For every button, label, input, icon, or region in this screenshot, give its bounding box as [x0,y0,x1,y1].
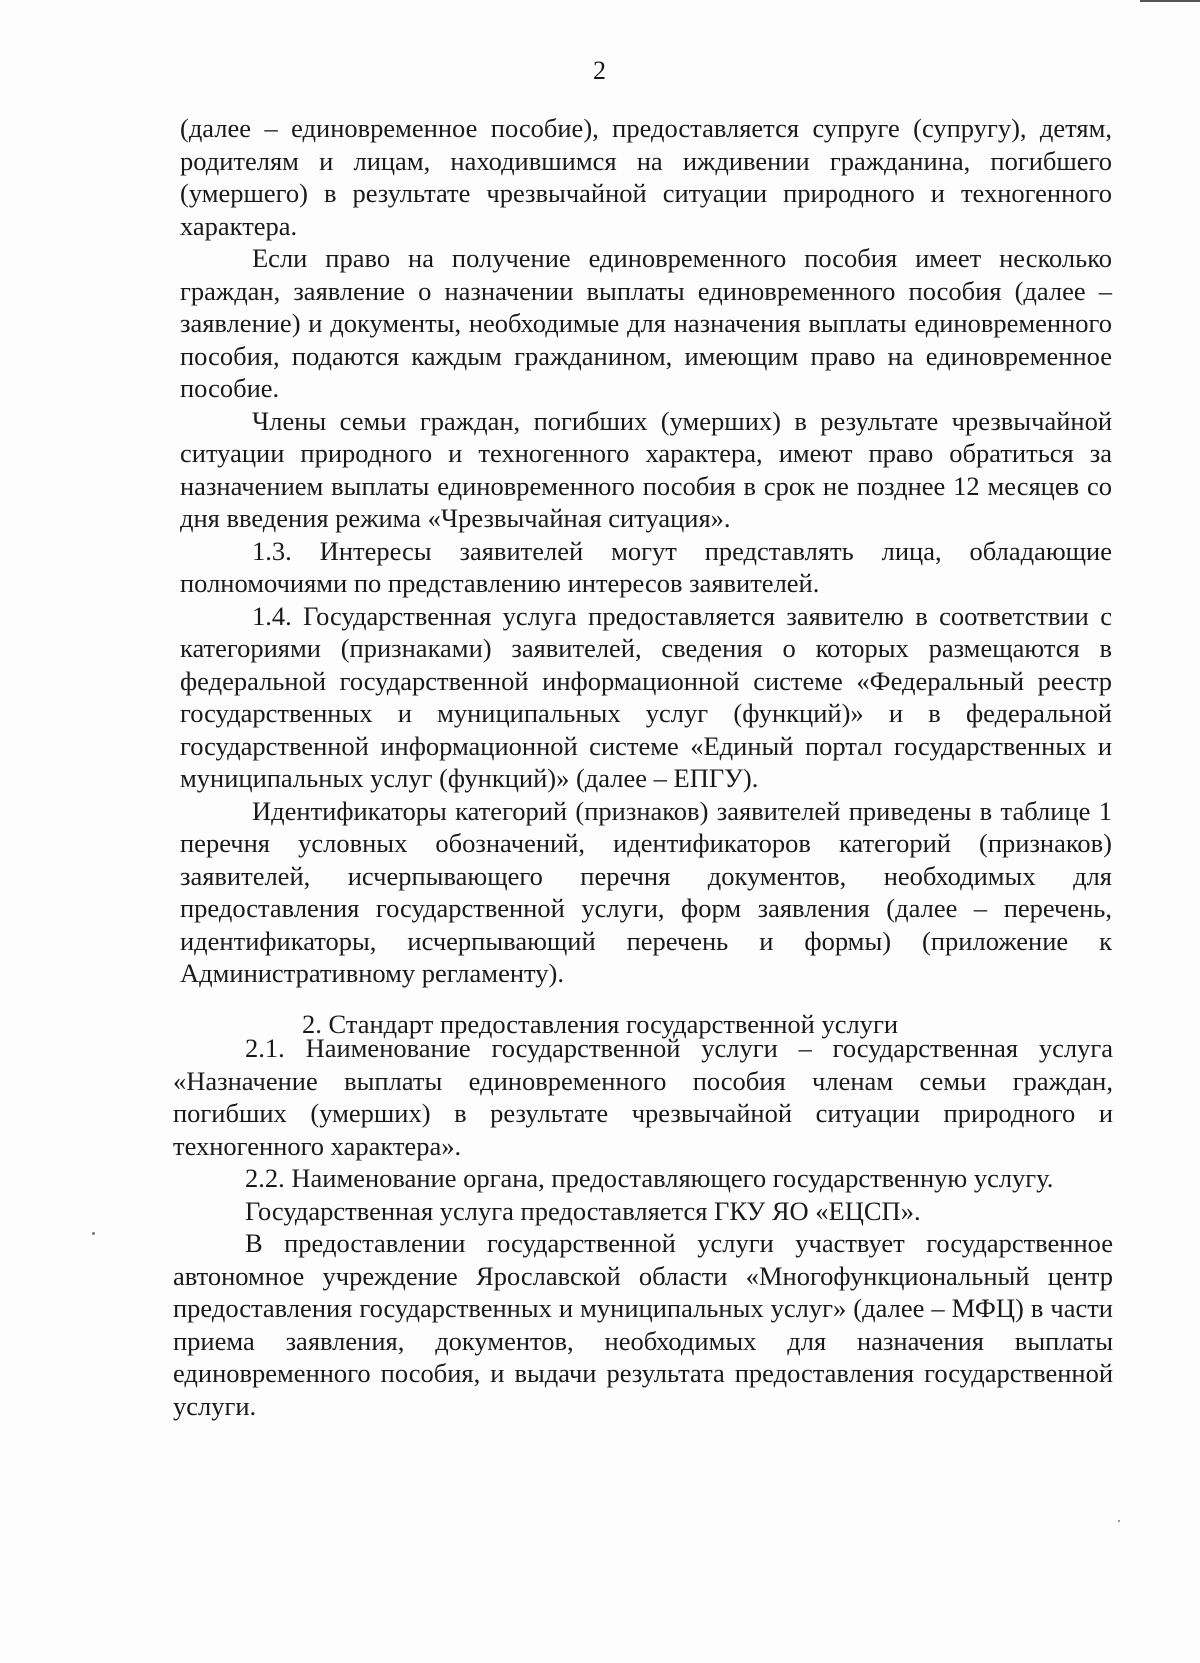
page-number: 2 [593,56,607,85]
paragraph: Идентификаторы категорий (признаков) заявителей приведены в таблице 1 перечня условных обозначений, идентификаторов категорий (признаков) заявителей, исчерпывающего перечня документов, необходимых для предоставления государственной услуги, форм заявления (далее – перечень, идентификаторы, исчерпывающий перечень и формы) (приложение к Административному регламенту). [180,795,1112,988]
paragraph: (далее – единовременное пособие), предоставляется супруге (супругу), детям, родителям и лицам, находившимся на иждивении гражданина, погибшего (умершего) в результате чрезвычайной ситуации природного и техногенного характера. [180,113,1112,241]
paragraph: 2.1. Наименование государственной услуги – государственная услуга «Назначение выплаты единовременного пособия членам семьи граждан, погибших (умерших) в результате чрезвычайной ситуации природного и техногенного характера». [173,1033,1113,1161]
paragraph: 2.2. Наименование органа, предоставляющего государственную услугу. [245,1163,1054,1193]
scan-speck [1118,1520,1120,1522]
section-heading: 2. Стандарт предоставления государственной услуги [301,1009,899,1039]
scan-corner-mark [1140,0,1200,6]
text-block-top [180,112,1112,990]
paragraph: 1.3. Интересы заявителей могут представлять лица, обладающие полномочиями по представлению интересов заявителей. [180,535,1112,598]
scan-speck [92,1232,95,1235]
paragraph: В предоставлении государственной услуги участвует государственное автономное учреждение Ярославской области «Многофункциональный центр предоставления государственных и муниципальных услуг» (далее – МФЦ) в части приема заявления, документов, необходимых для назначения выплаты единовременного пособия, и выдачи результата предоставления государственной услуги. [173,1228,1113,1421]
paragraph: Члены семьи граждан, погибших (умерших) в результате чрезвычайной ситуации природного и техногенного характера, имеют право обратиться за назначением выплаты единовременного пособия в срок не позднее 12 месяцев со дня введения режима «Чрезвычайная ситуация». [180,405,1112,533]
text-block-bottom [173,1032,1113,1422]
paragraph: Если право на получение единовременного пособия имеет несколько граждан, заявление о назначении выплаты единовременного пособия (далее – заявление) и документы, необходимые для назначения выплаты единовременного пособия, подаются каждым гражданином, имеющим право на единовременное пособие. [180,243,1112,403]
paragraph: 1.4. Государственная услуга предоставляется заявителю в соответствии с категориями (признаками) заявителей, сведения о которых размещаются в федеральной государственной информационной системе «Федеральный реестр государственных и муниципальных услуг (функций)» и в федеральной государственной информационной системе «Единый портал государственных и муниципальных услуг (функций)» (далее – ЕПГУ). [180,600,1112,793]
paragraph: Государственная услуга предоставляется ГКУ ЯО «ЕЦСП». [245,1195,921,1226]
